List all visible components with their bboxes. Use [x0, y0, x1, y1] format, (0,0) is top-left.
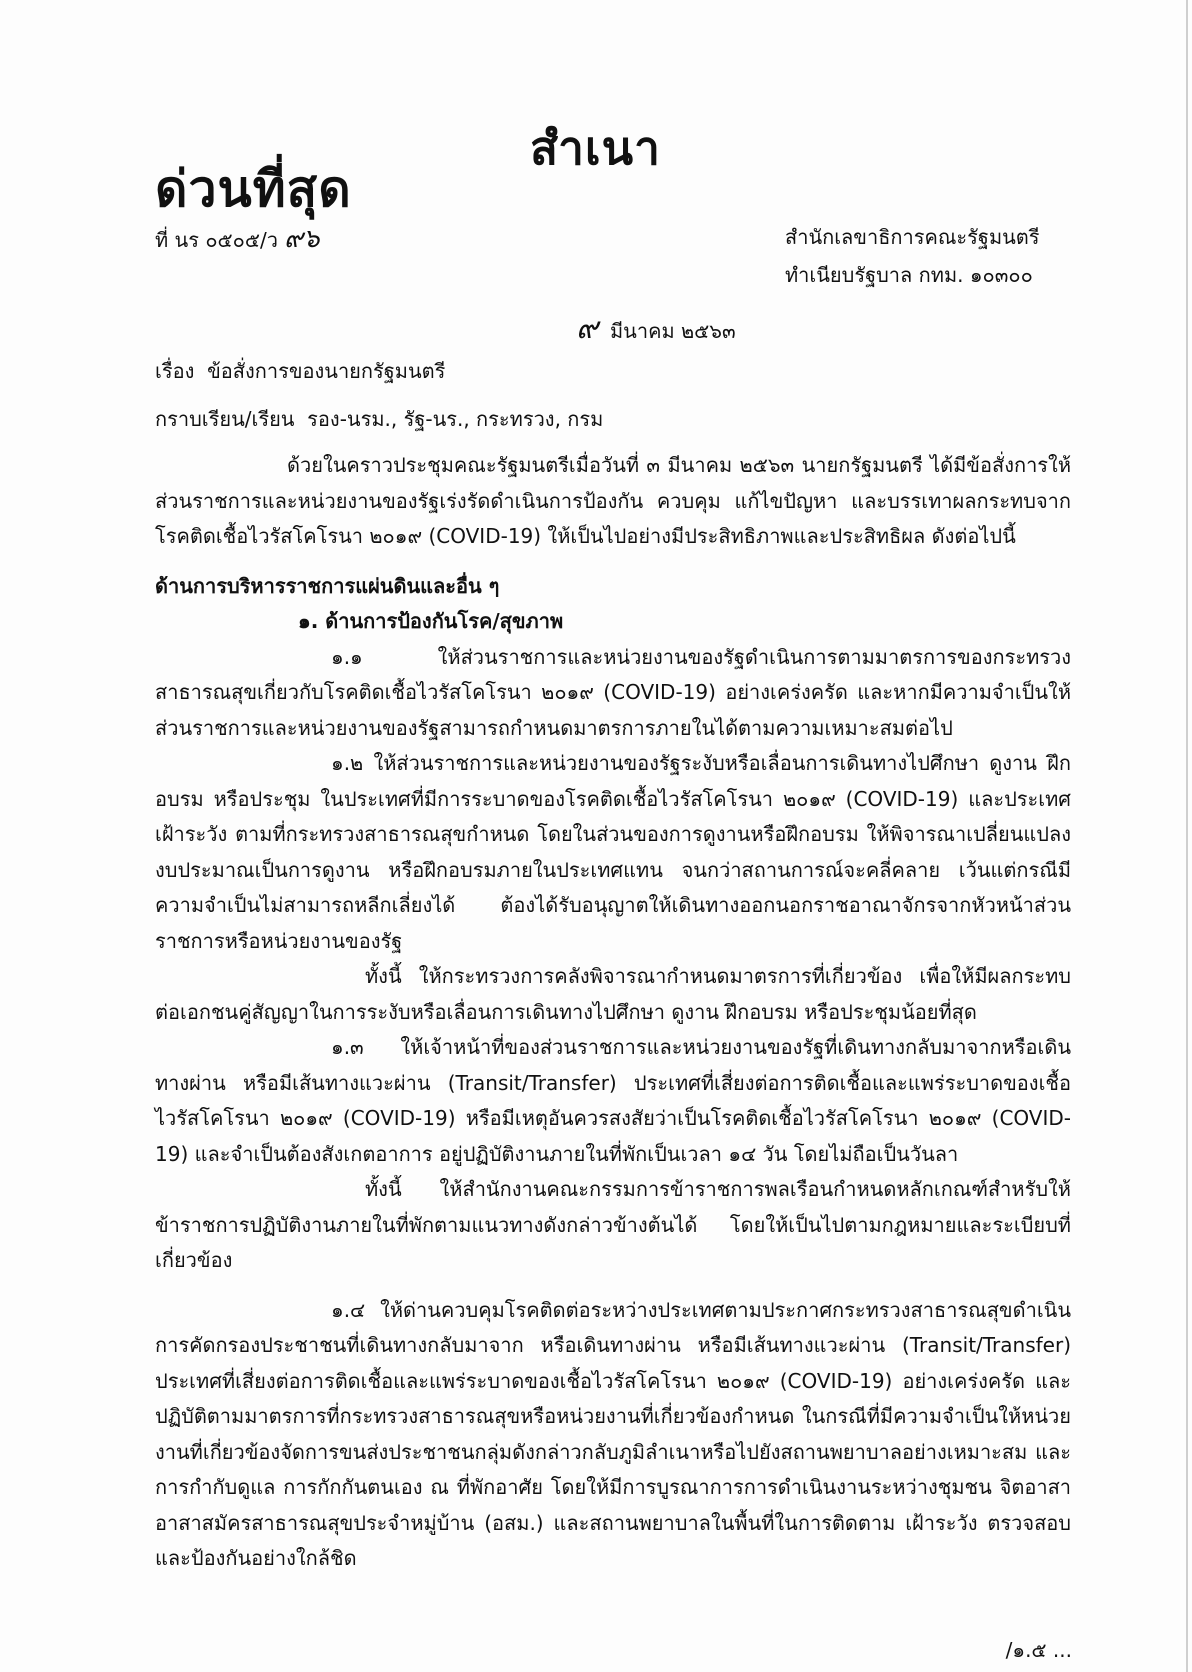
- item-1-4: ๑.๔ ให้ด่านควบคุมโรคติดต่อระหว่างประเทศตามประกาศกระทรวงสาธารณสุขดำเนินการคัดกรองประชาชนที่เดินทางกลับมาจาก หรือเดินทางผ่าน หรือมีเส้นทางแวะผ่าน (Transit/Transfer) ประเทศที่เสี่ยงต่อการติดเชื้อและแพร่ระบาดของเชื้อไวรัสโคโรนา ๒๐๑๙ (COVID-19) อย่างเคร่งครัด และปฏิบัติตามมาตรการที่กระทรวงสาธารณสุขหรือหน่วยงานที่เกี่ยวข้องกำหนด ในกรณีที่มีความจำเป็นให้หน่วยงานที่เกี่ยวข้องจัดการขนส่งประชาชนกลุ่มดังกล่าวกลับภูมิลำเนาหรือไปยังสถานพยาบาลอย่างเหมาะสม และการกำกับดูแล การกักกันตนเอง ณ ที่พักอาศัย โดยให้มีการบูรณาการการดำเนินงานระหว่างชุมชน จิตอาสา อาสาสมัครสาธารณสุขประจำหมู่บ้าน (อสม.) และสถานพยาบาลในพื้นที่ในการติดตาม เฝ้าระวัง ตรวจสอบ และป้องกันอย่างใกล้ชิด: [155, 1297, 1072, 1570]
- section-heading: ด้านการบริหารราชการแผ่นดินและอื่น ๆ: [155, 573, 500, 598]
- continuation-marker: /๑.๕ ...: [1005, 1638, 1072, 1662]
- date-month-year: มีนาคม ๒๕๖๓: [609, 319, 736, 343]
- agency-address: [785, 218, 1040, 294]
- document-number-text: ที่ นร ๐๕๐๕/ว: [155, 228, 278, 252]
- agency-name: สำนักเลขาธิการคณะรัฐมนตรี: [785, 225, 1040, 249]
- document-number: [155, 218, 320, 259]
- item-1-3-note: ทั้งนี้ ให้สำนักงานคณะกรรมการข้าราชการพลเรือนกำหนดหลักเกณฑ์สำหรับให้ข้าราชการปฏิบัติงานภายในที่พักตามแนวทางดังกล่าวข้างต้นได้ โดยให้เป็นไปตามกฎหมายและระเบียบที่เกี่ยวข้อง: [155, 1177, 1071, 1272]
- salutation-label: กราบเรียน/เรียน: [155, 407, 295, 431]
- page-edge: [1186, 0, 1188, 1672]
- subject-label: เรื่อง: [155, 359, 195, 383]
- letter-body: [155, 448, 1071, 1577]
- subject-text: ข้อสั่งการของนายกรัฐมนตรี: [207, 359, 446, 383]
- item-1-2: ๑.๒ ให้ส่วนราชการและหน่วยงานของรัฐระงับหรือเลื่อนการเดินทางไปศึกษา ดูงาน ฝึกอบรม หรือประชุม ในประเทศที่มีการระบาดของโรคติดเชื้อไวรัสโคโรนา ๒๐๑๙ (COVID-19) และประเทศเฝ้าระวัง ตามที่กระทรวงสาธารณสุขกำหนด โดยในส่วนของการดูงานหรือฝึกอบรม ให้พิจารณาเปลี่ยนแปลงงบประมาณเป็นการดูงาน หรือฝึกอบรมภายในประเทศแทน จนกว่าสถานการณ์จะคลี่คลาย เว้นแต่กรณีมีความจำเป็นไม่สามารถหลีกเลี่ยงได้ ต้องได้รับอนุญาตให้เดินทางออกนอกราชอาณาจักรจากหัวหน้าส่วนราชการหรือหน่วยงานของรัฐ: [155, 751, 1071, 953]
- document-number-handwritten: ๙๖: [283, 224, 320, 254]
- intro-paragraph: ด้วยในคราวประชุมคณะรัฐมนตรีเมื่อวันที่ ๓ มีนาคม ๒๕๖๓ นายกรัฐมนตรี ได้มีข้อสั่งการให้ส่วนราชการและหน่วยงานของรัฐเร่งรัดดำเนินการป้องกัน ควบคุม แก้ไขปัญหา และบรรเทาผลกระทบจากโรคติดเชื้อไวรัสโคโรนา ๒๐๑๙ (COVID-19) ให้เป็นไปอย่างมีประสิทธิภาพและประสิทธิผล ดังต่อไปนี้: [155, 453, 1071, 548]
- copy-stamp: สำเนา: [530, 121, 661, 175]
- salutation-text: รอง-นรม., รัฐ-นร., กระทรวง, กรม: [307, 407, 604, 431]
- sub-heading: ๑. ด้านการป้องกันโรค/สุขภาพ: [298, 609, 564, 633]
- date-day-handwritten: ๙: [576, 311, 598, 346]
- urgent-stamp: ด่วนที่สุด: [155, 160, 352, 218]
- agency-location: ทำเนียบรัฐบาล กทม. ๑๐๓๐๐: [785, 263, 1033, 287]
- document-date: [576, 305, 736, 352]
- salutation-line: [155, 403, 603, 435]
- subject-line: [155, 355, 445, 387]
- item-1-1: ๑.๑ ให้ส่วนราชการและหน่วยงานของรัฐดำเนินการตามมาตรการของกระทรวงสาธารณสุขเกี่ยวกับโรคติดเชื้อไวรัสโคโรนา ๒๐๑๙ (COVID-19) อย่างเคร่งครัด และหากมีความจำเป็นให้ส่วนราชการและหน่วยงานของรัฐสามารถกำหนดมาตรการภายในได้ตามความเหมาะสมต่อไป: [155, 644, 1071, 740]
- item-1-2-note: ทั้งนี้ ให้กระทรวงการคลังพิจารณากำหนดมาตรการที่เกี่ยวข้อง เพื่อให้มีผลกระทบต่อเอกชนคู่สัญญาในการระงับหรือเลื่อนการเดินทางไปศึกษา ดูงาน ฝึกอบรม หรือประชุมน้อยที่สุด: [155, 964, 1071, 1024]
- item-1-3: ๑.๓ ให้เจ้าหน้าที่ของส่วนราชการและหน่วยงานของรัฐที่เดินทางกลับมาจากหรือเดินทางผ่าน หรือมีเส้นทางแวะผ่าน (Transit/Transfer) ประเทศที่เสี่ยงต่อการติดเชื้อและแพร่ระบาดของเชื้อไวรัสโคโรนา ๒๐๑๙ (COVID-19) หรือมีเหตุอันควรสงสัยว่าเป็นโรคติดเชื้อไวรัสโคโรนา ๒๐๑๙ (COVID-19) และจำเป็นต้องสังเกตอาการ อยู่ปฏิบัติงานภายในที่พักเป็นเวลา ๑๔ วัน โดยไม่ถือเป็นวันลา: [155, 1035, 1071, 1166]
